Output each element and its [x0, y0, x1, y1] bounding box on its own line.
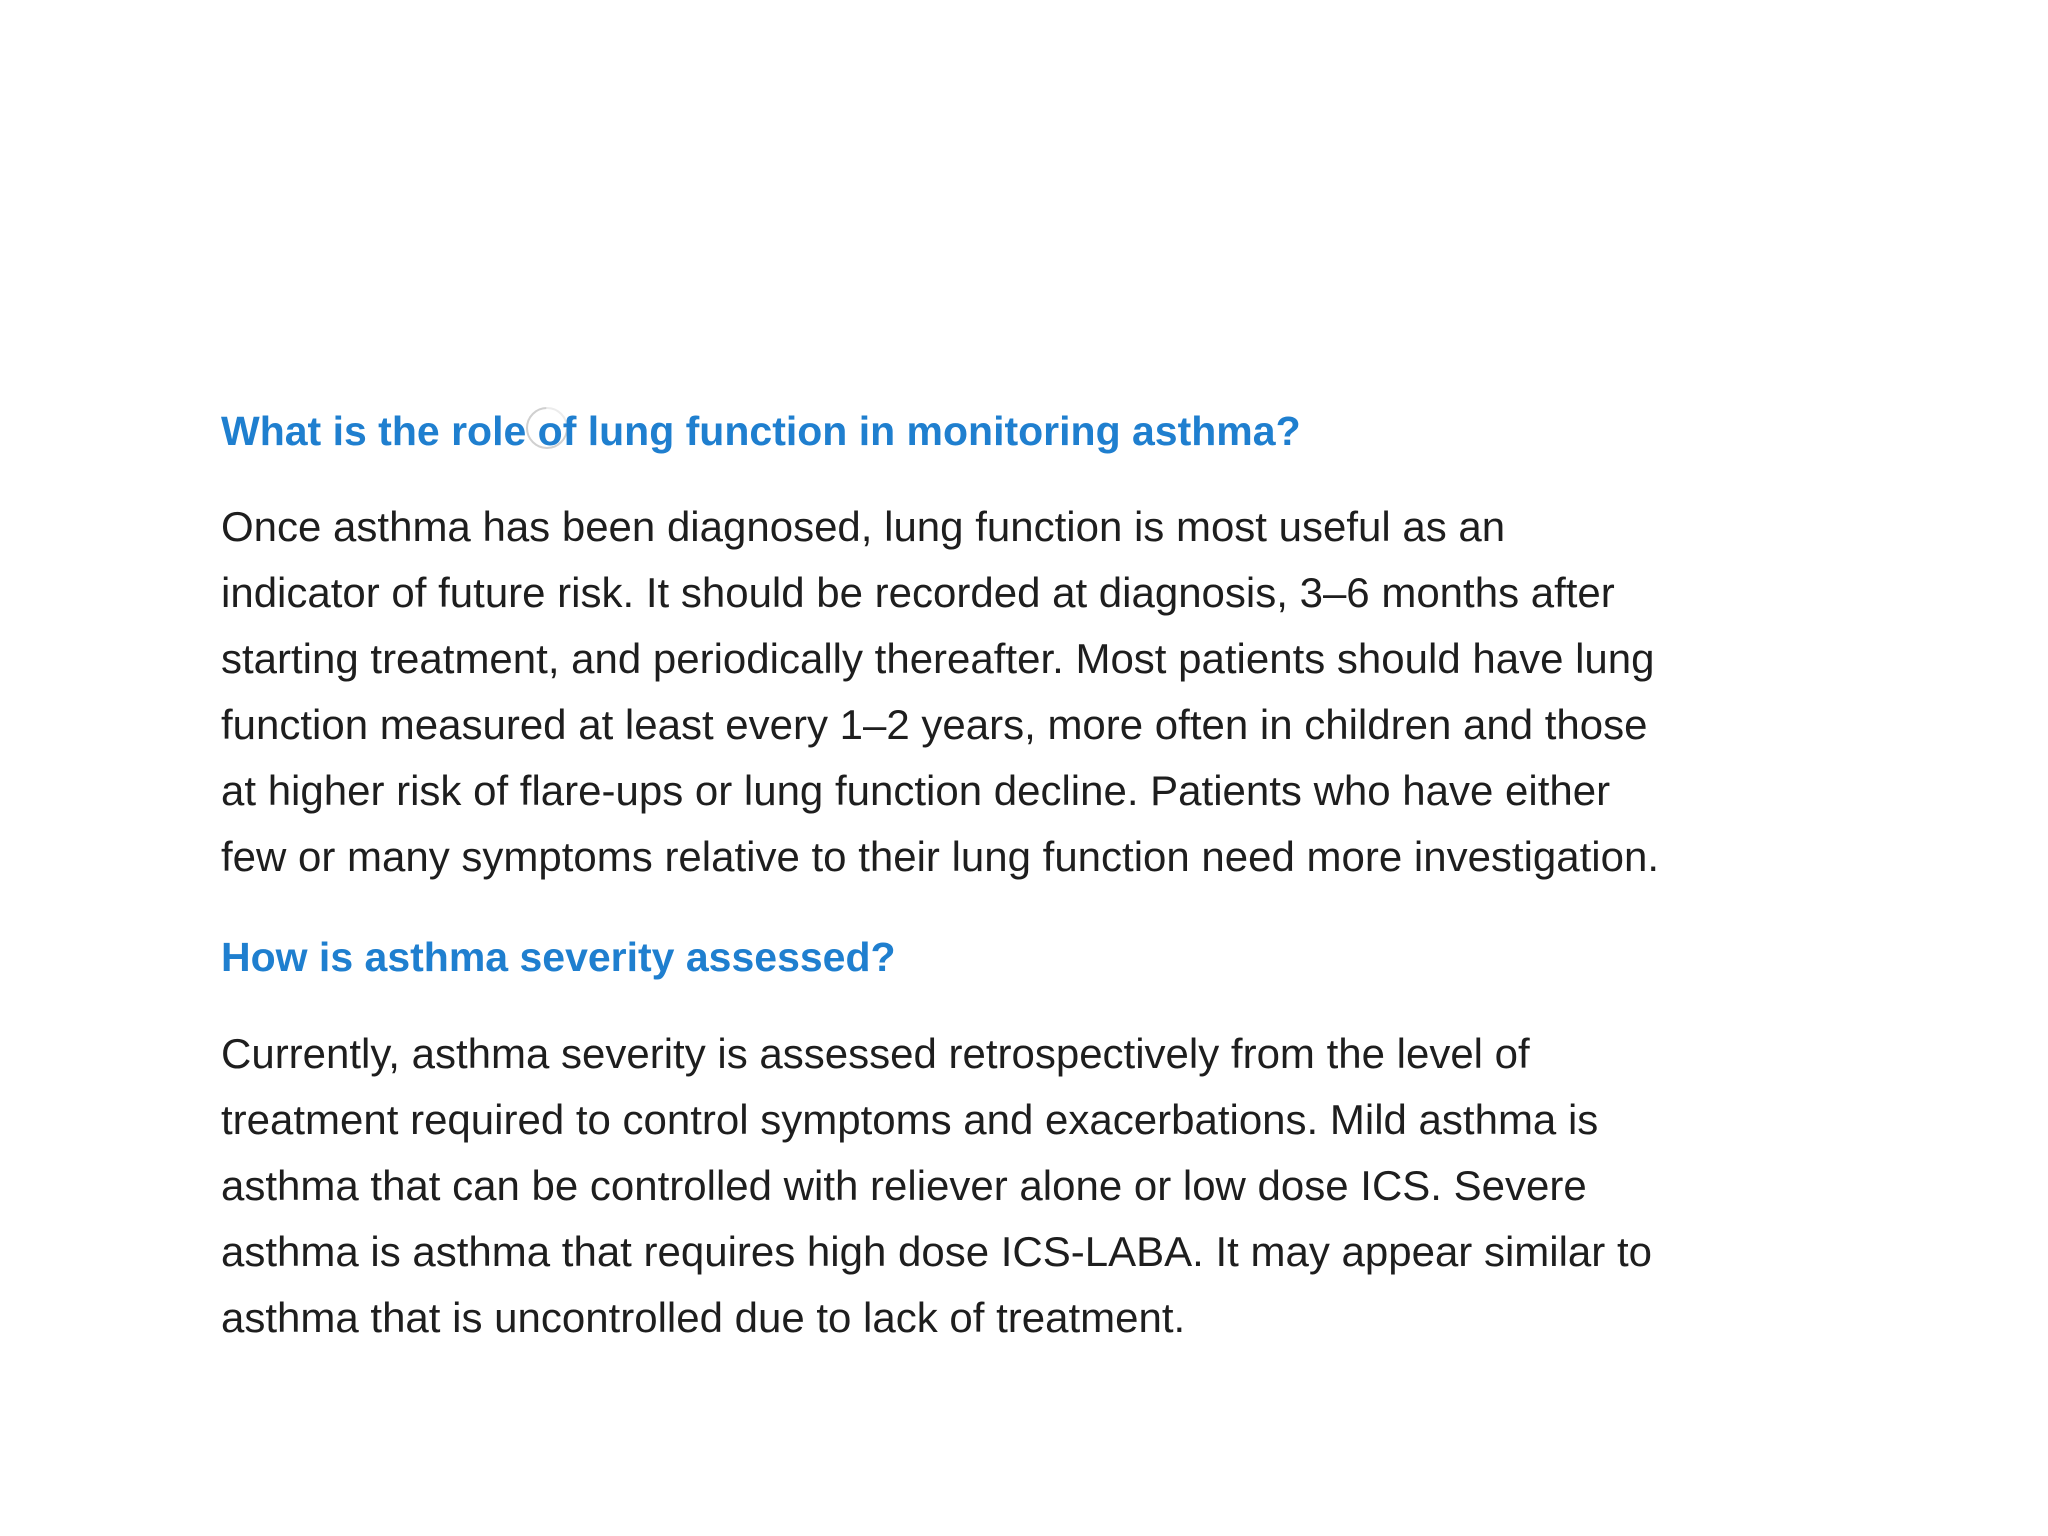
- paragraph-line: Currently, asthma severity is assessed retrospectively from the level of: [221, 1030, 1530, 1077]
- section-heading-severity: How is asthma severity assessed?: [221, 934, 896, 980]
- paragraph-line: indicator of future risk. It should be recorded at diagnosis, 3–6 months after: [221, 569, 1615, 616]
- paragraph-line: Once asthma has been diagnosed, lung function is most useful as an: [221, 503, 1506, 550]
- section-heading-lung-function: What is the role of lung function in monitoring asthma?: [221, 408, 1301, 454]
- section-paragraph-lung-function: [221, 494, 1941, 890]
- section-paragraph-severity: [221, 1021, 1941, 1351]
- paragraph-line: asthma that is uncontrolled due to lack of treatment.: [221, 1294, 1186, 1341]
- paragraph-line: at higher risk of flare-ups or lung function decline. Patients who have either: [221, 767, 1611, 814]
- paragraph-line: function measured at least every 1–2 years, more often in children and those: [221, 701, 1648, 748]
- article-content: [221, 398, 1941, 1351]
- paragraph-line: asthma that can be controlled with reliever alone or low dose ICS. Severe: [221, 1162, 1587, 1209]
- paragraph-line: asthma is asthma that requires high dose ICS-LABA. It may appear similar to: [221, 1228, 1652, 1275]
- paragraph-line: starting treatment, and periodically thereafter. Most patients should have lung: [221, 635, 1655, 682]
- paragraph-line: treatment required to control symptoms and exacerbations. Mild asthma is: [221, 1096, 1599, 1143]
- paragraph-line: few or many symptoms relative to their lung function need more investigation.: [221, 833, 1660, 880]
